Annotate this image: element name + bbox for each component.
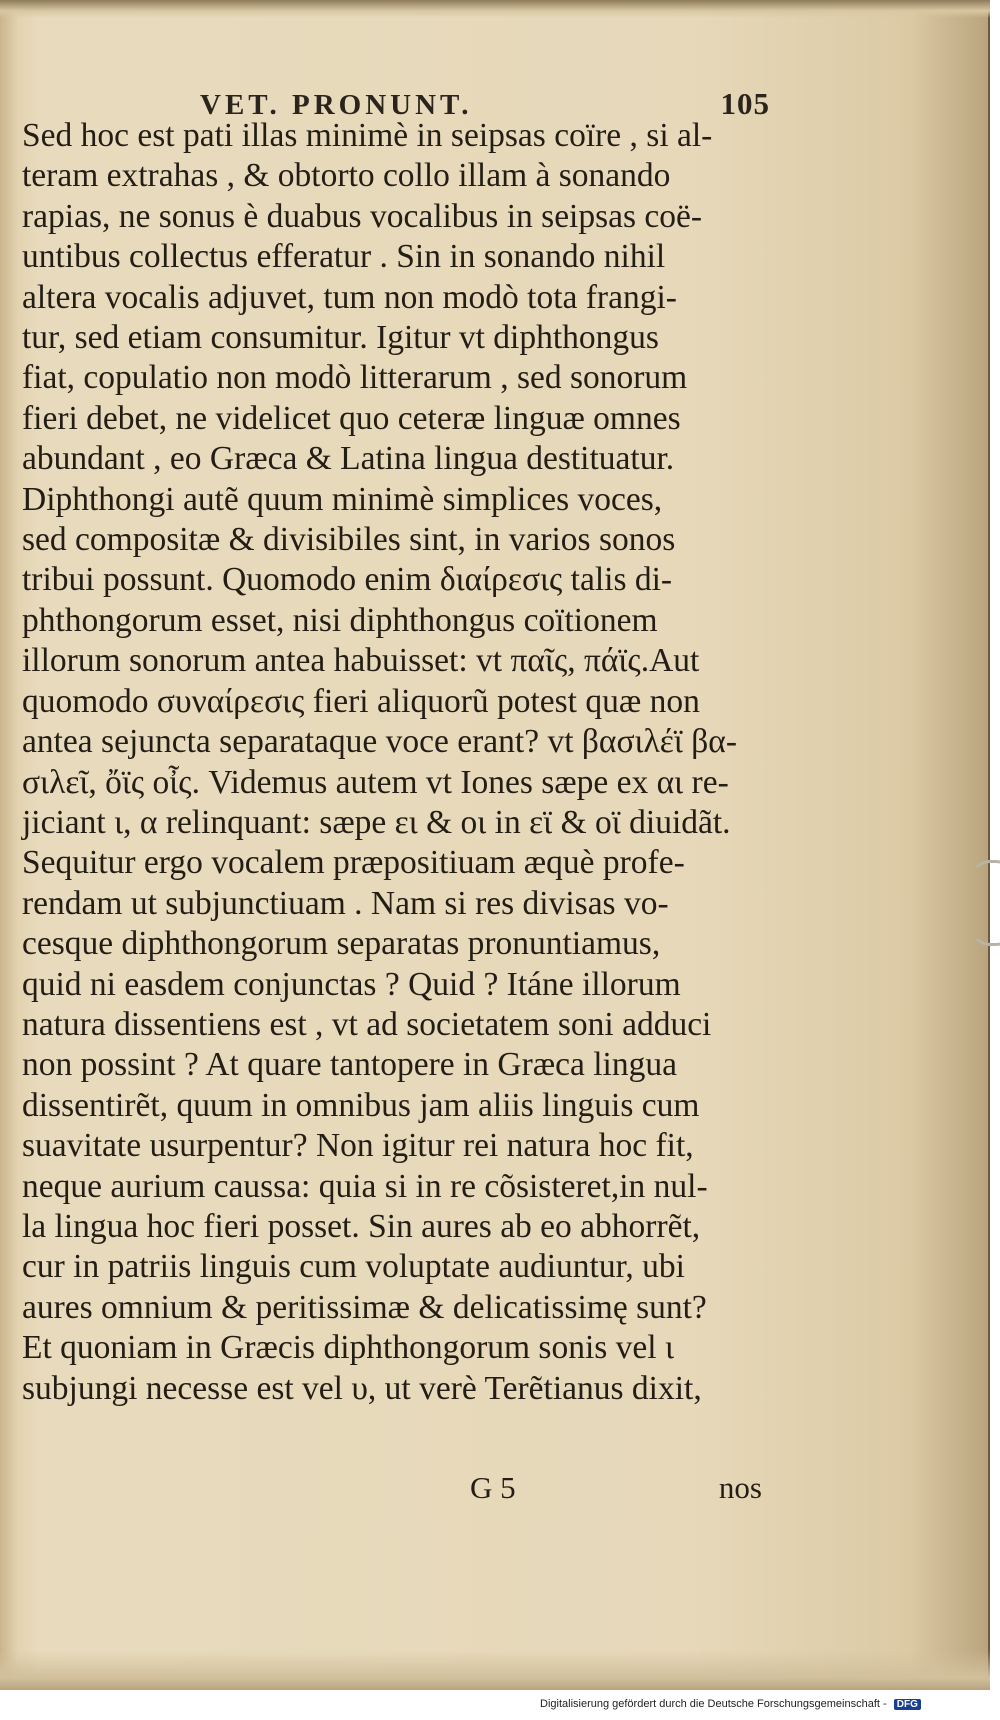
text-line: illorum sonorum antea habuisset: vt παῖς, πάϊς.Aut <box>22 642 700 680</box>
text-line: subjungi necesse est vel υ, ut verè Terẽtianus dixit, <box>22 1369 702 1407</box>
digitization-credit <box>540 1698 921 1710</box>
text-line: untibus collectus efferatur . Sin in sonando nihil <box>22 238 666 276</box>
text-line: quomodo συναίρεσις fieri aliquorũ potest quæ non <box>22 682 700 720</box>
text-line: rendam ut subjunctiuam . Nam si res divisas vo- <box>22 884 669 922</box>
text-line: neque aurium caussa: quia si in re cõsisteret,in nul- <box>22 1167 708 1205</box>
text-line: non possint ? At quare tantopere in Græca lingua <box>22 1046 677 1084</box>
text-line: Sequitur ergo vocalem præpositiuam æquè profe- <box>22 844 685 882</box>
text-line: Sed hoc est pati illas minimè in seipsas coïre , si al- <box>22 117 713 154</box>
text-line: tribui possunt. Quomodo enim διαίρεσις talis di- <box>22 561 673 599</box>
text-line: quid ni easdem conjunctas ? Quid ? Itáne illorum <box>22 965 681 1003</box>
text-line: phthongorum esset, nisi diphthongus coïtionem <box>22 601 658 639</box>
page-bottom-edge <box>0 1650 990 1690</box>
signature-mark: G 5 <box>470 1470 516 1505</box>
text-line: la lingua hoc fieri posset. Sin aures ab eo abhorrẽt, <box>22 1207 701 1245</box>
page-footer <box>470 1470 762 1506</box>
text-line: natura dissentiens est , vt ad societatem soni adduci <box>22 1005 712 1043</box>
text-line: cesque diphthongorum separatas pronuntiamus, <box>22 925 661 963</box>
text-line: abundant , eo Græca & Latina lingua destituatur. <box>22 440 675 478</box>
binding-clip <box>970 860 1000 946</box>
text-line: jiciant ι, α relinquant: sæpe ει & οι in εϊ & οϊ diuidãt. <box>22 803 731 841</box>
text-line: teram extrahas , & obtorto collo illam à sonando <box>22 157 671 195</box>
page-number: 105 <box>720 86 770 121</box>
credit-text: Digitalisierung gefördert durch die Deutsche Forschungsgemeinschaft - <box>540 1698 887 1710</box>
dfg-logo: DFG <box>894 1699 921 1710</box>
text-line: suavitate usurpentur? Non igitur rei natura hoc fit, <box>22 1127 694 1165</box>
body-text <box>22 116 762 1409</box>
text-line: rapias, ne sonus è duabus vocalibus in seipsas coë- <box>22 197 703 235</box>
text-line: altera vocalis adjuvet, tum non modò tota frangi- <box>22 278 677 316</box>
text-line: Diphthongi autẽ quum minimè simplices voces, <box>22 480 663 518</box>
page-top-edge <box>0 0 990 18</box>
text-line: sed compositæ & divisibiles sint, in varios sonos <box>22 521 676 559</box>
text-line: dissentirẽt, quum in omnibus jam aliis linguis cum <box>22 1086 700 1124</box>
text-line: σιλεῖ, ὄϊς οἶς. Videmus autem vt Iones sæpe ex αι re- <box>22 763 729 801</box>
text-line: fieri debet, ne videlicet quo ceteræ linguæ omnes <box>22 399 681 437</box>
text-line: fiat, copulatio non modò litterarum , sed sonorum <box>22 359 688 397</box>
text-line: tur, sed etiam consumitur. Igitur vt diphthongus <box>22 319 659 357</box>
text-line: aures omnium & peritissimæ & delicatissimę sunt? <box>22 1288 707 1326</box>
text-line: antea sejuncta separataque voce erant? vt βασιλέϊ βα- <box>22 723 737 761</box>
text-line: cur in patriis linguis cum voluptate audiuntur, ubi <box>22 1248 685 1286</box>
running-head: VET. PRONUNT. <box>200 89 473 121</box>
catchword: nos <box>718 1470 762 1505</box>
text-line: Et quoniam in Græcis diphthongorum sonis vel ι <box>22 1329 674 1367</box>
